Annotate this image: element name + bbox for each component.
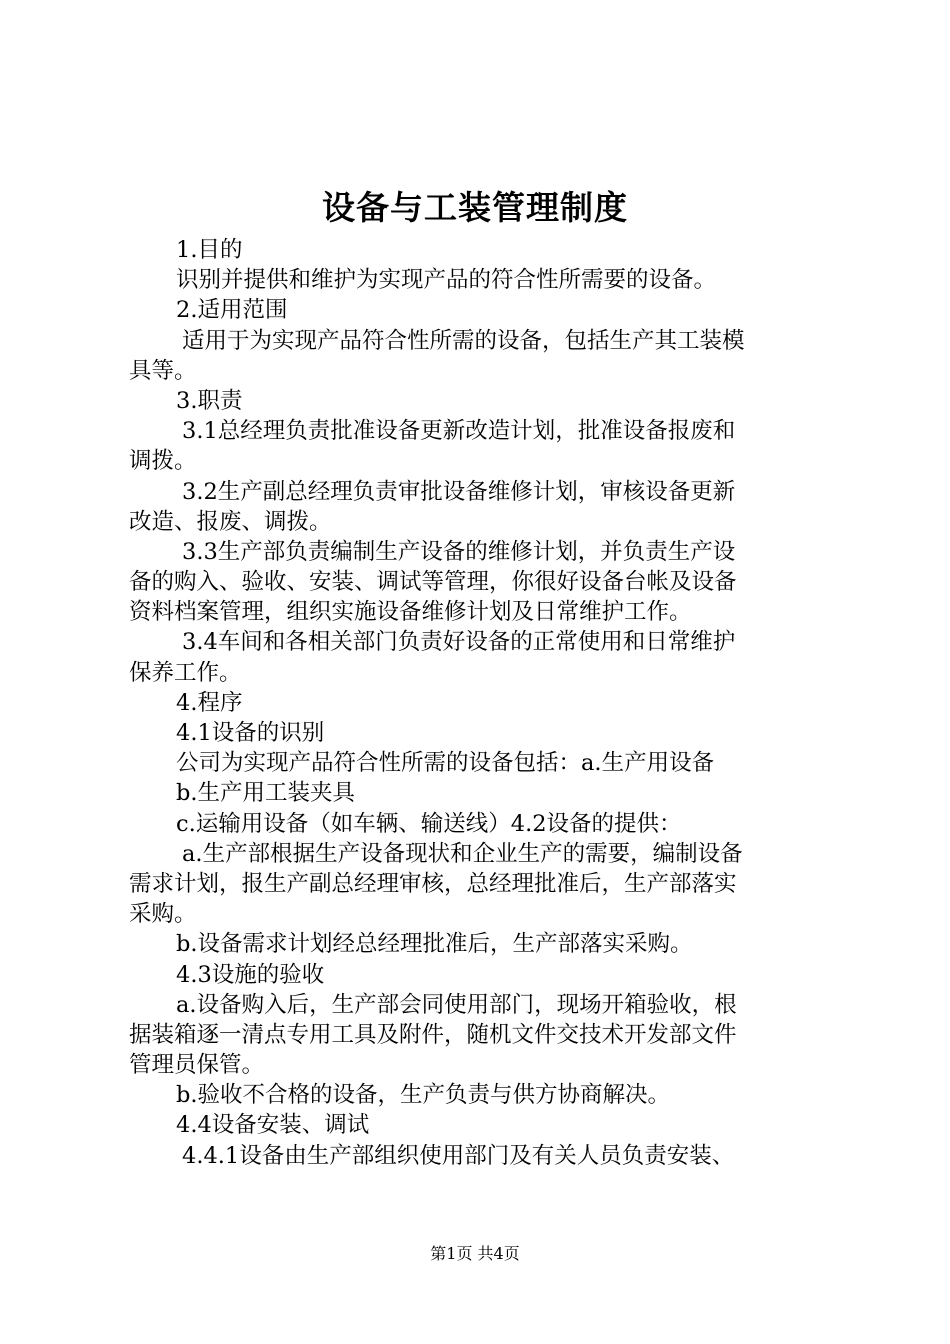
paragraph-line: 适用于为实现产品符合性所需的设备，包括生产其工装模 [182, 327, 745, 354]
heading-scope: 2.适用范围 [176, 297, 288, 324]
subheading-line: 4.1设备的识别 [176, 720, 325, 746]
heading-responsibilities: 3.职责 [176, 387, 243, 414]
paragraph-line: 保养工作。 [129, 659, 242, 686]
paragraph-line: 备的购入、验收、安装、调试等管理，你很好设备台帐及设备 [129, 569, 737, 596]
heading-purpose: 1.目的 [176, 237, 243, 263]
paragraph-line: 3.4车间和各相关部门负责好设备的正常使用和日常维护 [182, 629, 736, 656]
paragraph-line: b.生产用工装夹具 [176, 780, 356, 807]
paragraph-line: 3.2生产副总经理负责审批设备维修计划，审核设备更新 [182, 478, 736, 505]
paragraph-line: a.设备购入后，生产部会同使用部门，现场开箱验收，根 [176, 991, 737, 1018]
subheading-line: 4.3设施的验收 [176, 961, 325, 988]
paragraph-line: 具等。 [129, 357, 197, 384]
paragraph-line: 管理员保管。 [129, 1052, 265, 1079]
paragraph-line: 据装箱逐一清点专用工具及附件，随机文件交技术开发部文件 [129, 1021, 737, 1048]
paragraph-line: 3.3生产部负责编制生产设备的维修计划，并负责生产设 [182, 538, 736, 565]
paragraph-line: 识别并提供和维护为实现产品的符合性所需要的设备。 [176, 267, 717, 294]
paragraph-line: b.设备需求计划经总经理批准后，生产部落实采购。 [176, 931, 693, 958]
document-title: 设备与工装管理制度 [322, 188, 628, 227]
paragraph-line: 需求计划，报生产副总经理审核，总经理批准后，生产部落实 [129, 870, 737, 897]
page-footer: 第1页 共4页 [430, 1244, 520, 1263]
paragraph-line: 改造、报废、调拨。 [129, 508, 332, 535]
paragraph-line: a.生产部根据生产设备现状和企业生产的需要，编制设备 [182, 840, 743, 867]
paragraph-line: 调拨。 [129, 448, 197, 475]
paragraph-line: 资料档案管理，组织实施设备维修计划及日常维护工作。 [129, 599, 692, 626]
document-body [129, 235, 829, 1171]
paragraph-line: b.验收不合格的设备，生产负责与供方协商解决。 [176, 1082, 671, 1109]
paragraph-line: 采购。 [129, 901, 197, 928]
paragraph-line: c.运输用设备（如车辆、输送线）4.2设备的提供： [176, 810, 682, 837]
subheading-line: 4.4设备安装、调试 [176, 1112, 370, 1139]
paragraph-line: 4.4.1设备由生产部组织使用部门及有关人员负责安装、 [182, 1142, 735, 1169]
heading-procedure: 4.程序 [176, 689, 243, 716]
paragraph-line: 3.1总经理负责批准设备更新改造计划，批准设备报废和 [182, 418, 736, 445]
paragraph-line: 公司为实现产品符合性所需的设备包括：a.生产用设备 [176, 750, 715, 777]
